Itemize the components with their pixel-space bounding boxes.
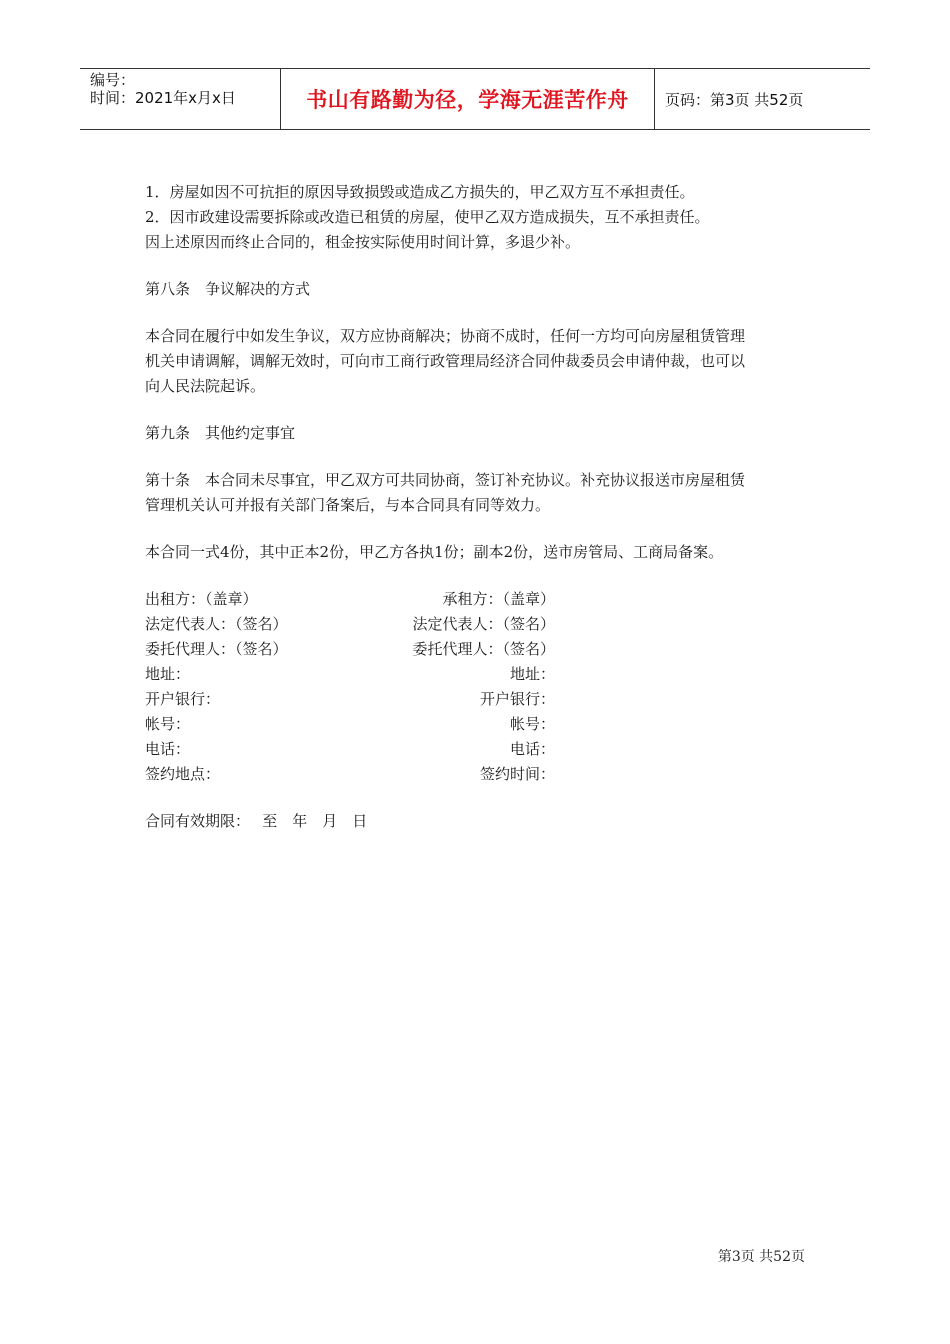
clause-line: 1．房屋如因不可抗拒的原因导致损毁或造成乙方损失的，甲乙双方互不承担责任。 — [145, 183, 695, 201]
lessee-field: 委托代理人：（签名） — [412, 640, 555, 658]
lessee-field: 帐号： — [509, 715, 555, 733]
lessor-field: 帐号： — [145, 715, 191, 733]
signature-row — [145, 737, 815, 762]
article-8-title: 第八条 争议解决的方式 — [145, 280, 311, 298]
signature-row — [145, 762, 815, 787]
signature-row — [145, 612, 815, 637]
article-8-text: 机关申请调解，调解无效时，可向市工商行政管理局经济合同仲裁委员会申请仲裁，也可以 — [145, 352, 746, 370]
copies-text: 本合同一式4份，其中正本2份，甲乙方各执1份；副本2份，送市房管局、工商局备案。 — [145, 543, 724, 561]
lessee-field: 地址： — [509, 665, 555, 683]
clause-line: 因上述原因而终止合同的，租金按实际使用时间计算，多退少补。 — [145, 233, 581, 251]
header-page-info: 页码：第3页 共52页 — [665, 90, 804, 109]
lessee-field: 开户银行： — [479, 690, 555, 708]
article-8-text: 向人民法院起诉。 — [145, 377, 266, 395]
number-label: 编号： — [90, 71, 136, 89]
lessor-field: 法定代表人：（签名） — [145, 615, 288, 633]
lessee-field: 电话： — [509, 740, 555, 758]
header-meta — [80, 69, 281, 129]
page-footer: 第3页 共52页 — [717, 1249, 805, 1265]
page-header — [80, 68, 870, 130]
signature-row — [145, 712, 815, 737]
article-8-text: 本合同在履行中如发生争议，双方应协商解决；协商不成时，任何一方均可向房屋租赁管理 — [145, 327, 746, 345]
lessor-field: 开户银行： — [145, 690, 221, 708]
clause-line: 2．因市政建设需要拆除或改造已租赁的房屋，使甲乙双方造成损失，互不承担责任。 — [145, 208, 710, 226]
lessee-field: 法定代表人：（签名） — [412, 615, 555, 633]
lessor-field: 地址： — [145, 665, 191, 683]
signature-row — [145, 587, 815, 612]
article-10-text: 第十条 本合同未尽事宜，甲乙双方可共同协商，签订补充协议。补充协议报送市房屋租赁 — [145, 471, 746, 489]
time-label: 时间：2021年x月x日 — [90, 89, 236, 107]
signature-block — [145, 587, 815, 787]
article-9-title: 第九条 其他约定事宜 — [145, 424, 296, 442]
document-body — [145, 180, 815, 834]
signature-row — [145, 687, 815, 712]
header-motto: 书山有路勤为径，学海无涯苦作舟 — [281, 69, 655, 129]
lessor-field: 出租方：（盖章） — [145, 590, 258, 608]
lessee-field: 承租方：（盖章） — [442, 590, 555, 608]
lessee-field: 签约时间： — [479, 765, 555, 783]
validity-period: 合同有效期限： 至 年 月 日 — [145, 812, 368, 830]
signature-row — [145, 662, 815, 687]
lessor-field: 电话： — [145, 740, 191, 758]
lessor-field: 委托代理人：（签名） — [145, 640, 288, 658]
article-10-text: 管理机关认可并报有关部门备案后，与本合同具有同等效力。 — [145, 496, 551, 514]
signature-row — [145, 637, 815, 662]
lessor-field: 签约地点： — [145, 765, 221, 783]
